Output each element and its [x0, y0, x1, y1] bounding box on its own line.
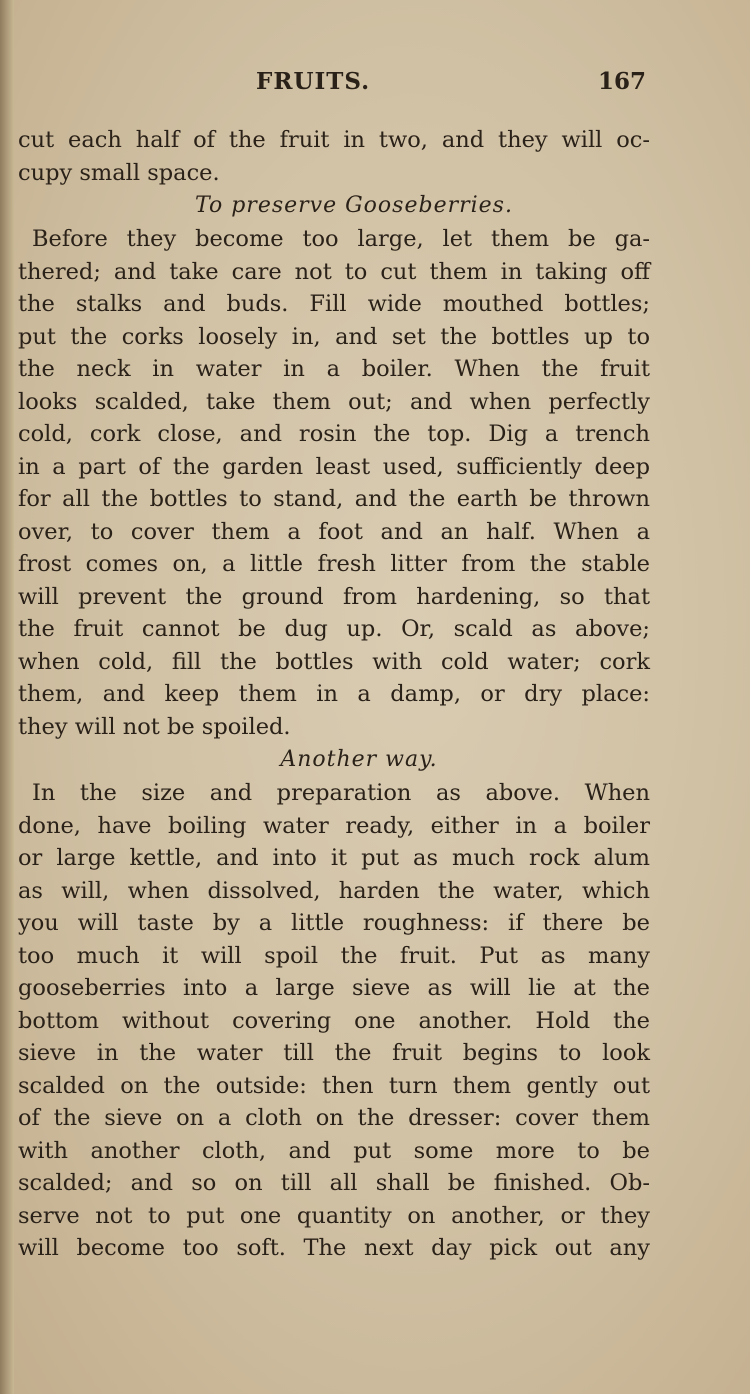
text-line: Before they become too large, let them be ga- [32, 226, 650, 252]
page-header [0, 68, 750, 104]
recipe-heading: To preserve Gooseberries. [195, 193, 513, 218]
text-line: of the sieve on a cloth on the dresser: cover them [18, 1105, 650, 1131]
text-line: them, and keep them in a damp, or dry place: [18, 681, 650, 707]
text-line: will become too soft. The next day pick out any [18, 1235, 650, 1261]
text-line: thered; and take care not to cut them in taking off [18, 258, 650, 285]
text-line: frost comes on, a little fresh litter from the stable [18, 551, 650, 577]
text-line: looks scalded, take them out; and when perfectly [18, 388, 650, 415]
recipe-heading: Another way. [280, 747, 438, 772]
text-line: when cold, fill the bottles with cold water; cork [18, 648, 650, 675]
text-line: done, have boiling water ready, either in a boiler [18, 812, 650, 839]
text-line: as will, when dissolved, harden the water, which [18, 877, 650, 904]
text-line: cupy small space. [18, 159, 220, 186]
body-text [18, 124, 650, 1265]
text-line: or large kettle, and into it put as much rock alum [18, 845, 650, 871]
text-line: sieve in the water till the fruit begins to look [18, 1040, 650, 1066]
text-line: in a part of the garden least used, sufficiently deep [18, 453, 650, 480]
text-line: too much it will spoil the fruit. Put as many [18, 942, 650, 969]
text-line: the neck in water in a boiler. When the fruit [18, 356, 650, 382]
text-line: the fruit cannot be dug up. Or, scald as above; [18, 616, 650, 642]
text-line: with another cloth, and put some more to be [18, 1137, 650, 1164]
text-line: will prevent the ground from hardening, so that [18, 583, 650, 610]
running-head: FRUITS. [256, 68, 371, 95]
text-line: for all the bottles to stand, and the earth be thrown [18, 486, 650, 512]
text-line: they will not be spoiled. [18, 713, 291, 740]
text-line: cut each half of the fruit in two, and they will oc- [18, 127, 650, 153]
text-line: In the size and preparation as above. When [32, 780, 650, 806]
text-line: scalded; and so on till all shall be finished. Ob- [18, 1170, 650, 1196]
text-line: you will taste by a little roughness: if there be [18, 910, 650, 936]
text-line: over, to cover them a foot and an half. When a [18, 518, 650, 545]
text-line: cold, cork close, and rosin the top. Dig a trench [18, 421, 650, 447]
text-line: scalded on the outside: then turn them gently out [18, 1072, 650, 1099]
text-line: serve not to put one quantity on another, or they [18, 1202, 650, 1229]
text-line: bottom without covering one another. Hold the [18, 1007, 650, 1034]
text-line: put the corks loosely in, and set the bottles up to [18, 323, 650, 350]
page-gutter-shadow [0, 0, 14, 1394]
text-line: gooseberries into a large sieve as will lie at the [18, 975, 650, 1001]
text-line: the stalks and buds. Fill wide mouthed bottles; [18, 291, 650, 317]
page-number: 167 [598, 68, 647, 95]
